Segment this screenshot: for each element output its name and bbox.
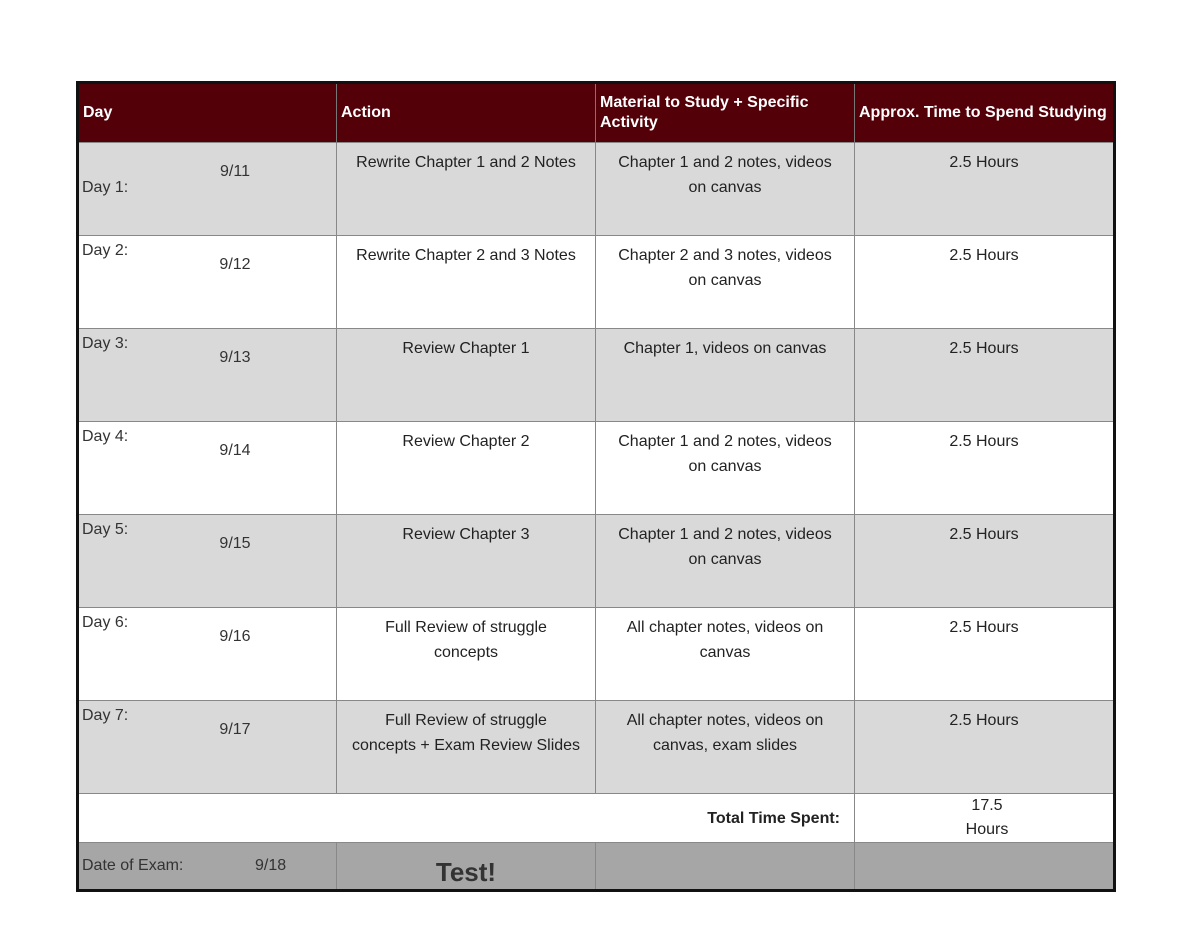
study-schedule-table (76, 81, 1116, 892)
table-row (78, 422, 1115, 515)
material-cell[interactable]: Chapter 1 and 2 notes, videos on canvas (596, 143, 855, 236)
action-cell[interactable]: Rewrite Chapter 1 and 2 Notes (337, 143, 596, 236)
action-cell[interactable]: Full Review of struggle concepts + Exam Review Slides (337, 701, 596, 794)
table-row (78, 701, 1115, 794)
total-time-unit: Hours (965, 821, 1009, 838)
material-cell[interactable]: All chapter notes, videos on canvas, exam slides (596, 701, 855, 794)
total-time-value[interactable] (855, 794, 1115, 843)
total-time-number: 17.5 (971, 797, 1003, 814)
day-cell[interactable] (78, 143, 337, 236)
day-label: Day 7: (82, 707, 129, 724)
day-date: 9/17 (219, 721, 251, 738)
action-cell[interactable]: Review Chapter 1 (337, 329, 596, 422)
exam-action-cell[interactable]: Test! (337, 843, 596, 891)
header-row (78, 83, 1115, 143)
total-row (78, 794, 1115, 843)
material-cell[interactable]: Chapter 2 and 3 notes, videos on canvas (596, 236, 855, 329)
day-cell[interactable] (78, 236, 337, 329)
material-cell[interactable]: Chapter 1, videos on canvas (596, 329, 855, 422)
material-cell[interactable]: Chapter 1 and 2 notes, videos on canvas (596, 515, 855, 608)
header-action: Action (337, 83, 596, 143)
day-cell[interactable] (78, 329, 337, 422)
day-label: Day 4: (82, 428, 129, 445)
exam-date-cell[interactable] (78, 843, 337, 891)
day-date: 9/16 (219, 628, 251, 645)
header-material: Material to Study + Specific Activity (596, 83, 855, 143)
time-cell[interactable]: 2.5 Hours (855, 236, 1115, 329)
day-label: Day 1: (82, 179, 129, 196)
table-row (78, 515, 1115, 608)
time-cell[interactable]: 2.5 Hours (855, 329, 1115, 422)
action-cell[interactable]: Full Review of struggle concepts (337, 608, 596, 701)
day-label: Day 2: (82, 242, 129, 259)
total-time-label: Total Time Spent: (78, 794, 855, 843)
day-label: Day 6: (82, 614, 129, 631)
time-cell[interactable]: 2.5 Hours (855, 608, 1115, 701)
time-cell[interactable]: 2.5 Hours (855, 515, 1115, 608)
day-cell[interactable] (78, 422, 337, 515)
material-cell[interactable]: All chapter notes, videos on canvas (596, 608, 855, 701)
exam-material-cell[interactable] (596, 843, 855, 891)
table-row (78, 329, 1115, 422)
header-time: Approx. Time to Spend Studying (855, 83, 1115, 143)
day-date: 9/11 (220, 163, 250, 180)
action-cell[interactable]: Rewrite Chapter 2 and 3 Notes (337, 236, 596, 329)
day-label: Day 5: (82, 521, 129, 538)
material-cell[interactable]: Chapter 1 and 2 notes, videos on canvas (596, 422, 855, 515)
exam-date-label: Date of Exam: (82, 857, 184, 874)
table-row (78, 143, 1115, 236)
study-schedule-sheet (76, 81, 1113, 892)
day-date: 9/15 (219, 535, 251, 552)
day-cell[interactable] (78, 701, 337, 794)
day-date: 9/14 (219, 442, 251, 459)
day-date: 9/13 (219, 349, 251, 366)
table-row (78, 236, 1115, 329)
exam-row (78, 843, 1115, 891)
action-cell[interactable]: Review Chapter 2 (337, 422, 596, 515)
time-cell[interactable]: 2.5 Hours (855, 422, 1115, 515)
table-row (78, 608, 1115, 701)
time-cell[interactable]: 2.5 Hours (855, 143, 1115, 236)
day-cell[interactable] (78, 608, 337, 701)
action-cell[interactable]: Review Chapter 3 (337, 515, 596, 608)
time-cell[interactable]: 2.5 Hours (855, 701, 1115, 794)
day-cell[interactable] (78, 515, 337, 608)
header-day: Day (78, 83, 337, 143)
exam-date-value: 9/18 (255, 857, 287, 874)
day-date: 9/12 (219, 256, 251, 273)
exam-time-cell[interactable] (855, 843, 1115, 891)
day-label: Day 3: (82, 335, 129, 352)
